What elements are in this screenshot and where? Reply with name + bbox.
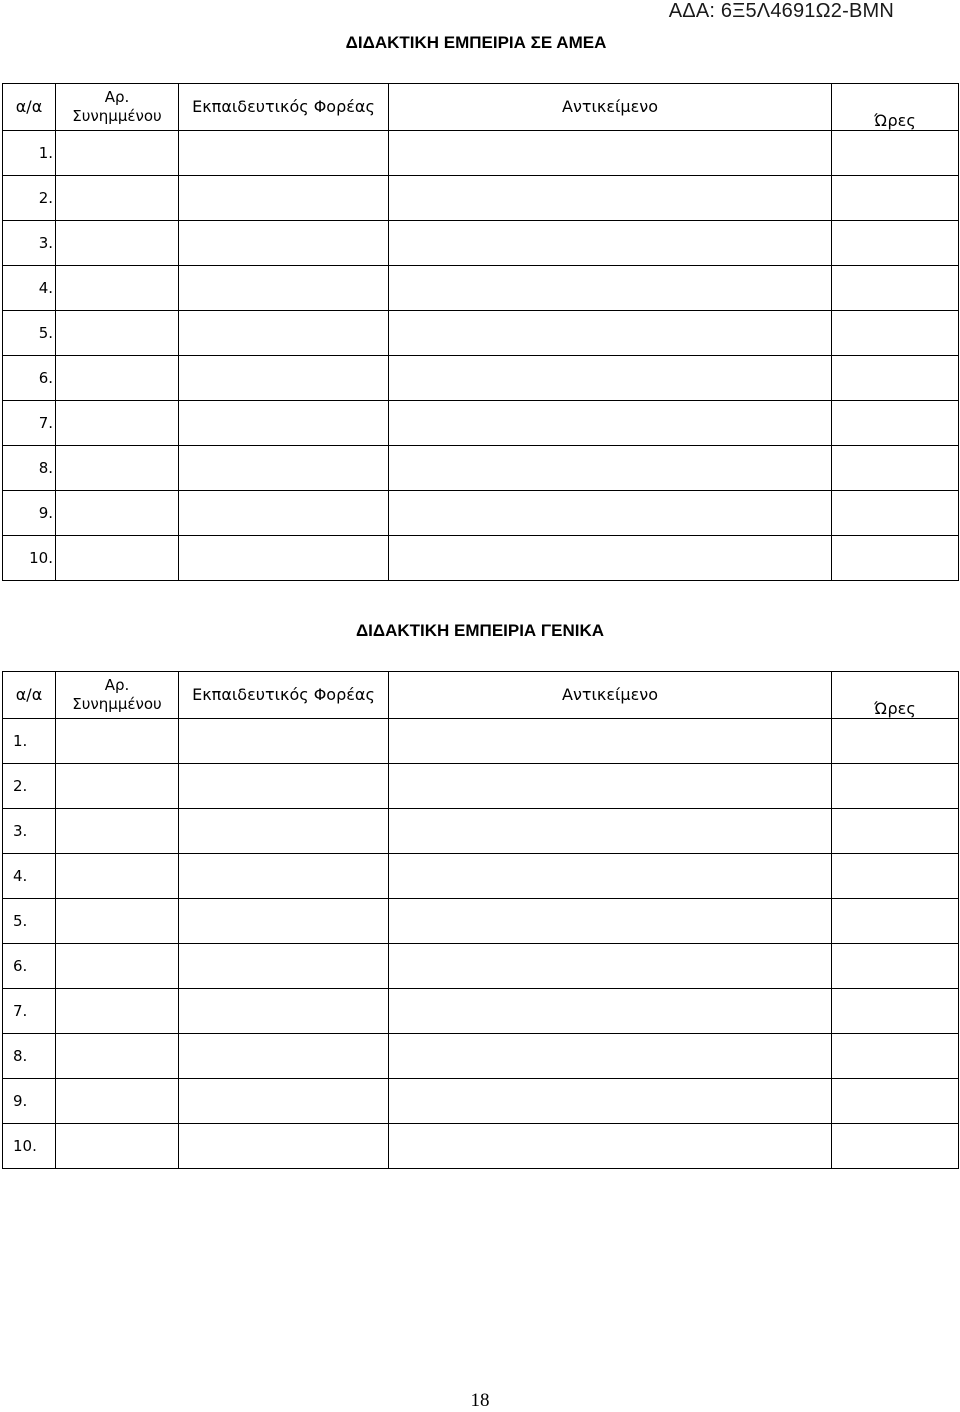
organization-cell	[179, 719, 389, 764]
object-cell	[389, 1124, 832, 1169]
attachment-cell	[56, 1034, 179, 1079]
attachment-cell	[56, 944, 179, 989]
table-row	[3, 854, 959, 899]
object-cell	[389, 719, 832, 764]
column-header-object: Αντικείμενο	[389, 672, 832, 719]
row-number: 6.	[3, 356, 56, 401]
table-row	[3, 131, 959, 176]
object-cell	[389, 899, 832, 944]
row-number: 2.	[3, 764, 56, 809]
hours-cell	[832, 854, 959, 899]
organization-cell	[179, 1034, 389, 1079]
row-number: 1.	[3, 719, 56, 764]
attachment-cell	[56, 899, 179, 944]
table-row	[3, 446, 959, 491]
object-cell	[389, 401, 832, 446]
organization-cell	[179, 311, 389, 356]
object-cell	[389, 1034, 832, 1079]
organization-cell	[179, 854, 389, 899]
row-number: 9.	[3, 491, 56, 536]
object-cell	[389, 311, 832, 356]
organization-cell	[179, 989, 389, 1034]
hours-cell	[832, 536, 959, 581]
column-header-attachment-line2: Συνημμένου	[72, 107, 162, 125]
attachment-cell	[56, 989, 179, 1034]
teaching-experience-general-table	[2, 671, 959, 1169]
column-header-attachment	[56, 672, 179, 719]
object-cell	[389, 221, 832, 266]
row-number: 6.	[3, 944, 56, 989]
table-row	[3, 899, 959, 944]
organization-cell	[179, 1124, 389, 1169]
hours-cell	[832, 764, 959, 809]
attachment-cell	[56, 854, 179, 899]
object-cell	[389, 491, 832, 536]
object-cell	[389, 854, 832, 899]
hours-cell	[832, 401, 959, 446]
row-number: 4.	[3, 854, 56, 899]
object-cell	[389, 989, 832, 1034]
organization-cell	[179, 809, 389, 854]
attachment-cell	[56, 536, 179, 581]
row-number: 7.	[3, 989, 56, 1034]
hours-cell	[832, 311, 959, 356]
organization-cell	[179, 176, 389, 221]
section-title-amea: ΔΙΔΑΚΤΙΚΗ ΕΜΠΕΙΡΙΑ ΣΕ ΑΜΕΑ	[345, 33, 607, 52]
attachment-cell	[56, 719, 179, 764]
hours-cell	[832, 719, 959, 764]
column-header-attachment-line1: Αρ.	[104, 676, 130, 694]
organization-cell	[179, 536, 389, 581]
table-row	[3, 491, 959, 536]
column-header-attachment-line2: Συνημμένου	[72, 695, 162, 713]
attachment-cell	[56, 401, 179, 446]
table-row	[3, 719, 959, 764]
table-row	[3, 944, 959, 989]
table-row	[3, 266, 959, 311]
hours-cell	[832, 176, 959, 221]
object-cell	[389, 536, 832, 581]
column-header-object: Αντικείμενο	[389, 84, 832, 131]
hours-cell	[832, 899, 959, 944]
hours-cell	[832, 944, 959, 989]
organization-cell	[179, 899, 389, 944]
ada-code: ΑΔΑ: 6Ξ5Λ4691Ω2-ΒΜΝ	[668, 0, 894, 22]
attachment-cell	[56, 131, 179, 176]
object-cell	[389, 446, 832, 491]
organization-cell	[179, 221, 389, 266]
table-row	[3, 989, 959, 1034]
hours-cell	[832, 809, 959, 854]
row-number: 8.	[3, 1034, 56, 1079]
hours-cell	[832, 266, 959, 311]
hours-cell	[832, 131, 959, 176]
attachment-cell	[56, 221, 179, 266]
table-row	[3, 221, 959, 266]
attachment-cell	[56, 176, 179, 221]
column-header-aa: α/α	[3, 672, 56, 719]
column-header-attachment-line1: Αρ.	[104, 88, 130, 106]
table-row	[3, 311, 959, 356]
attachment-cell	[56, 1124, 179, 1169]
hours-cell	[832, 491, 959, 536]
row-number: 5.	[3, 311, 56, 356]
row-number: 10.	[3, 536, 56, 581]
organization-cell	[179, 356, 389, 401]
organization-cell	[179, 1079, 389, 1124]
column-header-aa: α/α	[3, 84, 56, 131]
object-cell	[389, 131, 832, 176]
page-number: 18	[470, 1390, 490, 1411]
object-cell	[389, 176, 832, 221]
hours-cell	[832, 1034, 959, 1079]
column-header-organization: Εκπαιδευτικός Φορέας	[179, 672, 389, 719]
row-number: 8.	[3, 446, 56, 491]
attachment-cell	[56, 491, 179, 536]
object-cell	[389, 1079, 832, 1124]
row-number: 10.	[3, 1124, 56, 1169]
attachment-cell	[56, 311, 179, 356]
hours-cell	[832, 989, 959, 1034]
organization-cell	[179, 446, 389, 491]
table-row	[3, 401, 959, 446]
row-number: 9.	[3, 1079, 56, 1124]
table-header-row	[3, 672, 959, 719]
row-number: 1.	[3, 131, 56, 176]
attachment-cell	[56, 266, 179, 311]
attachment-cell	[56, 764, 179, 809]
attachment-cell	[56, 809, 179, 854]
teaching-experience-amea-table	[2, 83, 959, 581]
hours-cell	[832, 1079, 959, 1124]
table-row	[3, 536, 959, 581]
hours-cell	[832, 356, 959, 401]
table-row	[3, 809, 959, 854]
object-cell	[389, 809, 832, 854]
column-header-hours: Ώρες	[832, 672, 959, 719]
object-cell	[389, 266, 832, 311]
hours-cell	[832, 221, 959, 266]
attachment-cell	[56, 446, 179, 491]
row-number: 3.	[3, 221, 56, 266]
hours-cell	[832, 1124, 959, 1169]
organization-cell	[179, 131, 389, 176]
table-header-row	[3, 84, 959, 131]
organization-cell	[179, 944, 389, 989]
column-header-attachment	[56, 84, 179, 131]
section-title-general: ΔΙΔΑΚΤΙΚΗ ΕΜΠΕΙΡΙΑ ΓΕΝΙΚΑ	[355, 621, 605, 640]
row-number: 7.	[3, 401, 56, 446]
object-cell	[389, 944, 832, 989]
attachment-cell	[56, 356, 179, 401]
object-cell	[389, 356, 832, 401]
organization-cell	[179, 266, 389, 311]
table-row	[3, 356, 959, 401]
table-row	[3, 1124, 959, 1169]
column-header-organization: Εκπαιδευτικός Φορέας	[179, 84, 389, 131]
row-number: 2.	[3, 176, 56, 221]
object-cell	[389, 764, 832, 809]
organization-cell	[179, 401, 389, 446]
hours-cell	[832, 446, 959, 491]
table-row	[3, 1079, 959, 1124]
table-row	[3, 1034, 959, 1079]
row-number: 5.	[3, 899, 56, 944]
attachment-cell	[56, 1079, 179, 1124]
organization-cell	[179, 491, 389, 536]
column-header-hours: Ώρες	[832, 84, 959, 131]
row-number: 3.	[3, 809, 56, 854]
organization-cell	[179, 764, 389, 809]
row-number: 4.	[3, 266, 56, 311]
table-row	[3, 176, 959, 221]
table-row	[3, 764, 959, 809]
